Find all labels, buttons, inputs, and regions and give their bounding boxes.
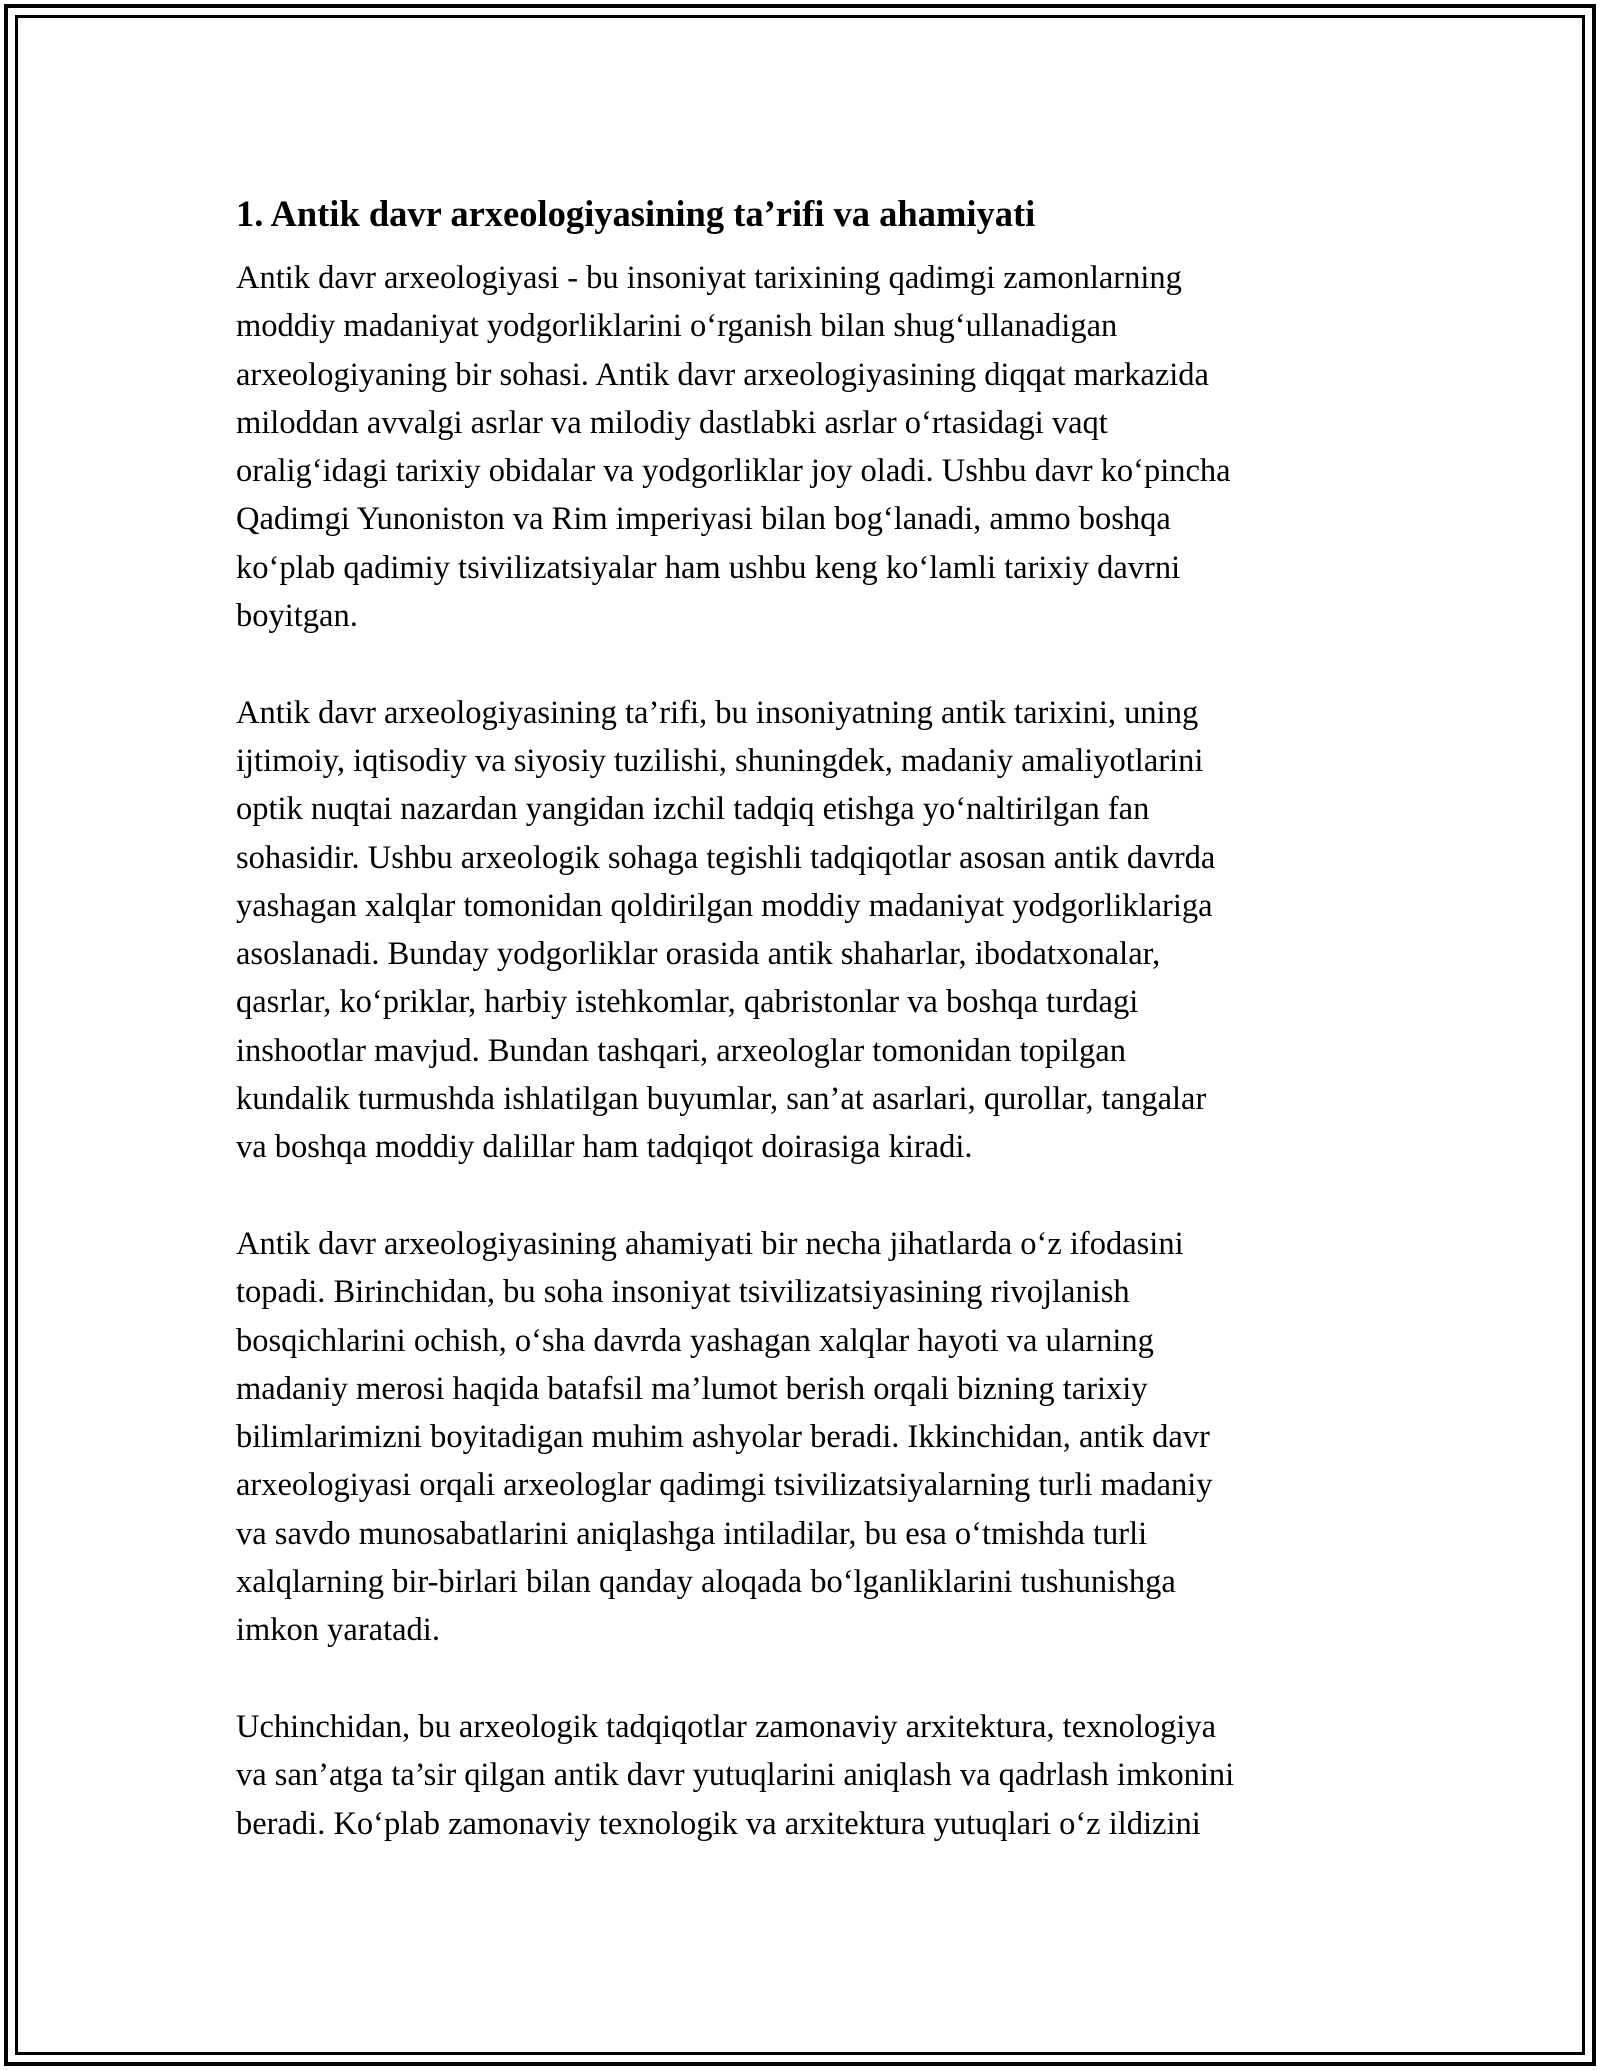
text-line: yashagan xalqlar tomonidan qoldirilgan moddiy madaniyat yodgorliklariga [236,887,1213,924]
document-body [236,188,1364,1896]
text-line: beradi. Ko‘plab zamonaviy texnologik va arxitektura yutuqlari o‘z ildizini [236,1805,1201,1842]
text-line: madaniy merosi haqida batafsil ma’lumot berish orqali bizning tarixiy [236,1370,1148,1407]
text-line: topadi. Birinchidan, bu soha insoniyat tsivilizatsiyasining rivojlanish [236,1274,1130,1311]
text-line: ijtimoiy, iqtisodiy va siyosiy tuzilishi, shuningdek, madaniy amaliyotlarini [236,742,1204,779]
text-line: miloddan avvalgi asrlar va milodiy dastlabki asrlar o‘rtasidagi vaqt [236,404,1108,441]
section-heading: 1. Antik davr arxeologiyasining ta’rifi va ahamiyati [236,193,1036,234]
text-line: sohasidir. Ushbu arxeologik sohaga tegishli tadqiqotlar asosan antik davrda [236,839,1216,876]
text-line: va savdo munosabatlarini aniqlashga intiladilar, bu esa o‘tmishda turli [236,1515,1148,1552]
text-line: ko‘plab qadimiy tsivilizatsiyalar ham ushbu keng ko‘lamli tarixiy davrni [236,549,1181,586]
text-line: qasrlar, ko‘priklar, harbiy istehkomlar, qabristonlar va boshqa turdagi [236,984,1139,1021]
text-line: moddiy madaniyat yodgorliklarini o‘rganish bilan shug‘ullanadigan [236,308,1118,345]
text-line: asoslanadi. Bunday yodgorliklar orasida antik shaharlar, ibodatxonalar, [236,936,1161,973]
text-line: va san’atga ta’sir qilgan antik davr yutuqlarini aniqlash va qadrlash imkonini [236,1757,1235,1794]
paragraph-third-point [236,1703,1364,1848]
paragraph-importance [236,1220,1364,1655]
text-line: bosqichlarini ochish, o‘sha davrda yashagan xalqlar hayoti va ularning [236,1322,1154,1359]
text-line: optik nuqtai nazardan yangidan izchil tadqiq etishga yo‘naltirilgan fan [236,791,1150,828]
text-line: boyitgan. [236,598,358,635]
text-line: arxeologiyaning bir sohasi. Antik davr arxeologiyasining diqqat markazida [236,356,1209,393]
text-line: inshootlar mavjud. Bundan tashqari, arxeologlar tomonidan topilgan [236,1032,1126,1069]
text-line: kundalik turmushda ishlatilgan buyumlar, san’at asarlari, qurollar, tangalar [236,1081,1207,1118]
text-line: va boshqa moddiy dalillar ham tadqiqot doirasiga kiradi. [236,1129,973,1166]
text-line: imkon yaratadi. [236,1612,440,1649]
text-line: Antik davr arxeologiyasi - bu insoniyat tarixining qadimgi zamonlarning [236,260,1182,296]
text-line: Uchinchidan, bu arxeologik tadqiqotlar zamonaviy arxitektura, texnologiya [236,1708,1217,1745]
paragraph-scope [236,689,1364,1172]
text-line: bilimlarimizni boyitadigan muhim ashyolar beradi. Ikkinchidan, antik davr [236,1419,1210,1456]
text-line: Antik davr arxeologiyasining ta’rifi, bu insoniyatning antik tarixini, uning [236,694,1199,731]
text-line: Antik davr arxeologiyasining ahamiyati bir necha jihatlarda o‘z ifodasini [236,1225,1184,1262]
text-line: xalqlarning bir-birlari bilan qanday aloqada bo‘lganliklarini tushunishga [236,1564,1176,1601]
text-line: Qadimgi Yunoniston va Rim imperiyasi bilan bog‘lanadi, ammo boshqa [236,501,1171,538]
text-line: arxeologiyasi orqali arxeologlar qadimgi tsivilizatsiyalarning turli madaniy [236,1467,1213,1504]
text-line: oralig‘idagi tarixiy obidalar va yodgorliklar joy oladi. Ushbu davr ko‘pincha [236,453,1231,490]
paragraph-definition [236,254,1364,640]
